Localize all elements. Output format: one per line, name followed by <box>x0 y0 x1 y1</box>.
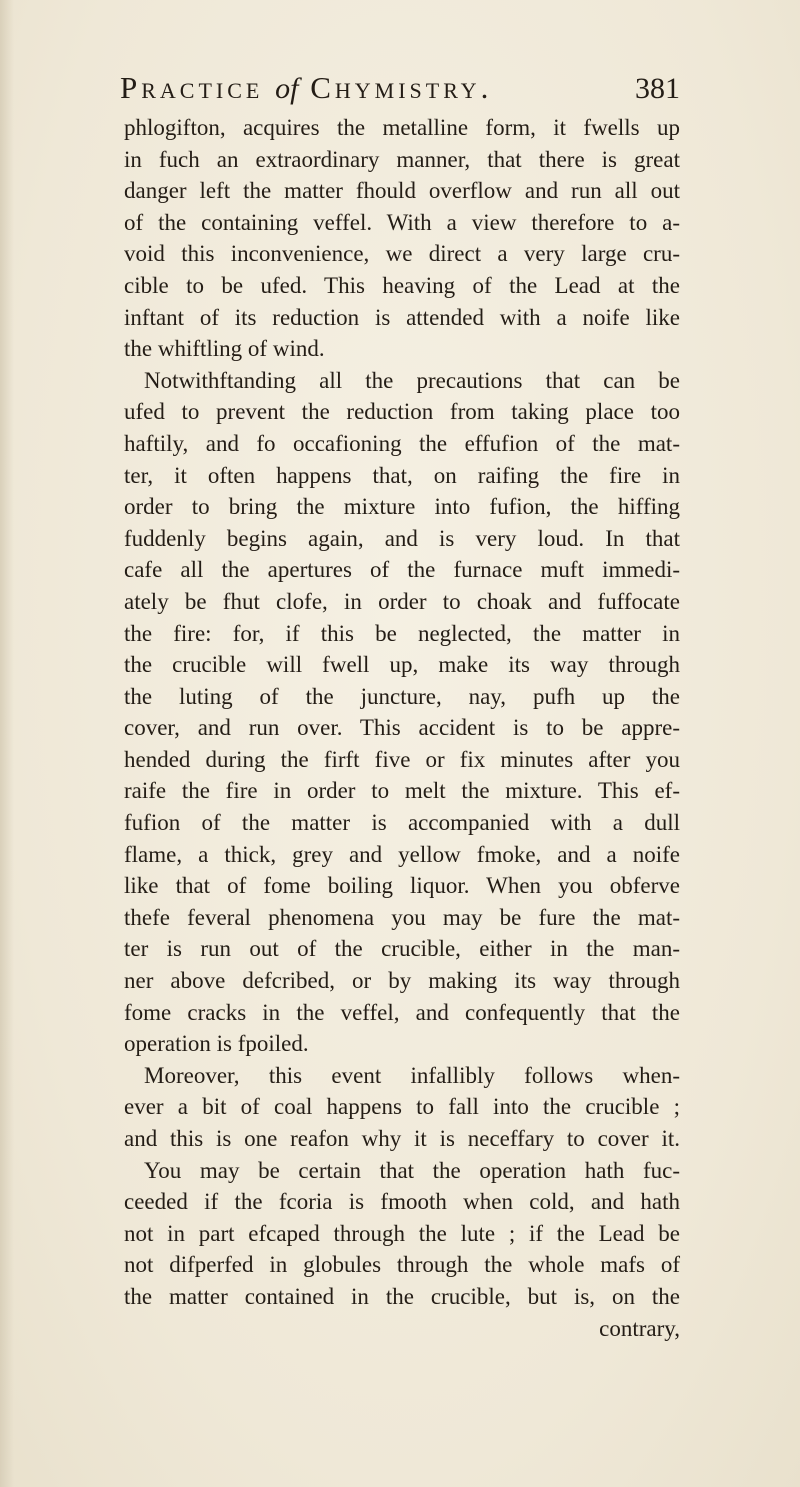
text-line: thefe feveral phenomena you may be fure the mat- <box>124 904 680 930</box>
text-line: ceeded if the fcoria is fmooth when cold, and hath <box>124 1189 680 1215</box>
text-line: not in part efcaped through the lute ; if the Lead be <box>124 1220 680 1246</box>
text-line: ner above defcribed, or by making its way through <box>124 968 680 994</box>
text-line: ever a bit of coal happens to fall into the crucible ; <box>124 1094 680 1120</box>
text-line: the luting of the juncture, nay, pufh up the <box>124 683 680 709</box>
running-header <box>120 70 680 114</box>
text-line: order to bring the mixture into fufion, the hiffing <box>124 494 680 520</box>
text-line: fome cracks in the veffel, and confequently that the <box>124 999 680 1025</box>
text-line: in fuch an extraordinary manner, that there is great <box>124 146 680 172</box>
text-line: cafe all the apertures of the furnace muft immedi- <box>124 557 680 583</box>
text-line: not difperfed in globules through the whole mafs of <box>124 1252 680 1278</box>
text-line: ter is run out of the crucible, either in the man- <box>124 936 680 962</box>
text-line: ter, it often happens that, on raifing the fire in <box>124 462 680 488</box>
running-title <box>120 70 492 106</box>
gutter-shadow <box>0 0 14 1487</box>
text-line: flame, a thick, grey and yellow fmoke, and a noife <box>124 841 680 867</box>
text-line: of the containing veffel. With a view therefore to a- <box>124 209 680 235</box>
text-line: cible to be ufed. This heaving of the Lead at the <box>124 272 680 298</box>
text-line: and this is one reafon why it is neceffary to cover it. <box>124 1126 680 1151</box>
paragraph-start-line: Notwithftanding all the precautions that can be <box>144 367 680 393</box>
text-line: fufion of the matter is accompanied with a dull <box>124 810 680 836</box>
body-text <box>124 112 680 1344</box>
paragraph-start-line: You may be certain that the operation hath fuc- <box>144 1157 680 1183</box>
text-line: operation is fpoiled. <box>124 1031 309 1057</box>
text-line: ately be fhut clofe, in order to choak and fuffocate <box>124 588 680 614</box>
title-of: of <box>275 72 299 105</box>
text-line: phlogifton, acquires the metalline form, it fwells up <box>124 115 680 140</box>
text-line: the fire: for, if this be neglected, the matter in <box>124 620 680 646</box>
text-line: raife the fire in order to melt the mixture. This ef- <box>124 778 680 804</box>
catchword: contrary, <box>599 1315 680 1341</box>
text-line: like that of fome boiling liquor. When you obferve <box>124 873 680 899</box>
text-line: cover, and run over. This accident is to be appre- <box>124 715 680 741</box>
text-line: inftant of its reduction is attended with a noife like <box>124 304 680 330</box>
page-number: 381 <box>635 72 680 105</box>
title-chymistry: Chymistry. <box>310 70 493 105</box>
paragraph-start-line: Moreover, this event infallibly follows when- <box>144 1062 680 1088</box>
text-line: the matter contained in the crucible, but is, on the <box>124 1283 680 1309</box>
text-line: ufed to prevent the reduction from taking place too <box>124 399 680 425</box>
text-line: hended during the firft five or fix minutes after you <box>124 746 680 772</box>
text-line: void this inconvenience, we direct a very large cru- <box>124 241 680 267</box>
text-line: the crucible will fwell up, make its way through <box>124 652 680 678</box>
title-practice: Practice <box>120 70 264 105</box>
text-line: fuddenly begins again, and is very loud. In that <box>124 525 680 551</box>
text-line: haftily, and fo occafioning the effufion of the mat- <box>124 430 680 456</box>
text-line: the whiftling of wind. <box>124 336 325 362</box>
text-line: danger left the matter fhould overflow and run all out <box>124 178 680 204</box>
